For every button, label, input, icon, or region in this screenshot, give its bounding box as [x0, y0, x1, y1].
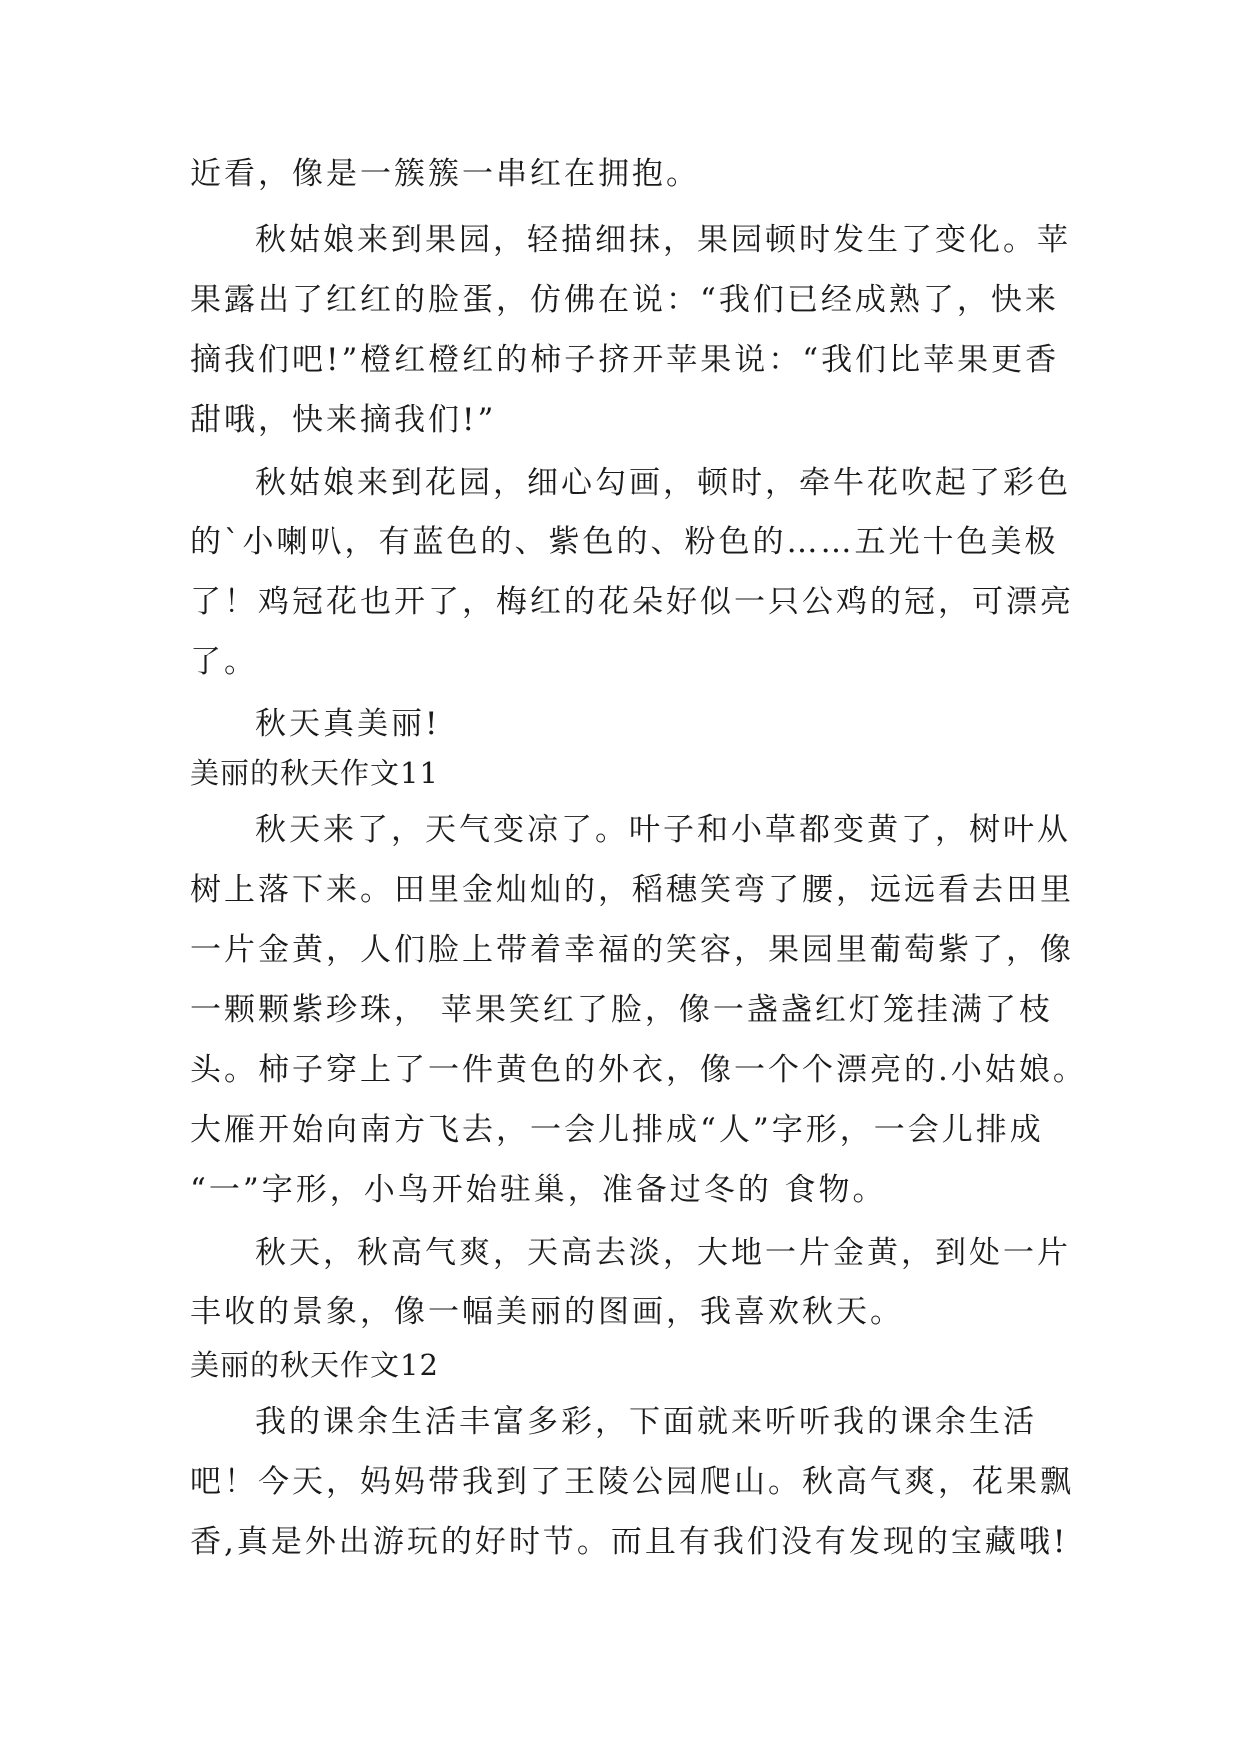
- text-line: “一”字形，小鸟开始驻巢，准备过冬的 食物。: [190, 1172, 887, 1208]
- text-line: 大雁开始向南方飞去，一会儿排成“人”字形，一会儿排成: [190, 1112, 1044, 1148]
- text-line: 摘我们吧!”橙红橙红的柿子挤开苹果说：“我们比苹果更香: [190, 342, 1060, 378]
- text-line: 的`小喇叭，有蓝色的、紫色的、粉色的……五光十色美极: [190, 524, 1059, 560]
- text-line: 一颗颗紫珍珠， 苹果笑红了脸，像一盏盏红灯笼挂满了枝: [190, 992, 1053, 1028]
- text-line: 近看，像是一簇簇一串红在拥抱。: [190, 156, 700, 192]
- text-line: 树上落下来。田里金灿灿的，稻穗笑弯了腰，远远看去田里: [190, 872, 1074, 908]
- paragraph-start-line: 秋姑娘来到果园，轻描细抹，果园顿时发生了变化。苹: [255, 222, 1071, 258]
- text-line: 了。: [190, 644, 258, 680]
- text-line: 了！鸡冠花也开了，梅红的花朵好似一只公鸡的冠，可漂亮: [190, 584, 1074, 620]
- paragraph-line: 秋天真美丽!: [255, 706, 441, 742]
- text-line: 一片金黄，人们脸上带着幸福的笑容，果园里葡萄紫了，像: [190, 932, 1074, 968]
- paragraph-start-line: 秋姑娘来到花园，细心勾画，顿时，牵牛花吹起了彩色: [255, 465, 1071, 501]
- text-line: 甜哦，快来摘我们!”: [190, 402, 497, 438]
- paragraph-start-line: 我的课余生活丰富多彩，下面就来听听我的课余生活: [255, 1404, 1037, 1440]
- text-line: 吧！今天，妈妈带我到了王陵公园爬山。秋高气爽，花果飘: [190, 1464, 1074, 1500]
- text-line: 香,真是外出游玩的好时节。而且有我们没有发现的宝藏哦!: [190, 1524, 1069, 1560]
- paragraph-start-line: 秋天，秋高气爽，天高去淡，大地一片金黄，到处一片: [255, 1235, 1071, 1271]
- text-line: 丰收的景象，像一幅美丽的图画，我喜欢秋天。: [190, 1294, 904, 1330]
- section-heading: 美丽的秋天作文11: [190, 756, 439, 790]
- section-heading: 美丽的秋天作文12: [190, 1348, 439, 1382]
- paragraph-start-line: 秋天来了，天气变凉了。叶子和小草都变黄了，树叶从: [255, 812, 1071, 848]
- text-line: 头。柿子穿上了一件黄色的外衣，像一个个漂亮的.小姑娘。: [190, 1052, 1087, 1088]
- text-line: 果露出了红红的脸蛋，仿佛在说：“我们已经成熟了，快来: [190, 282, 1059, 318]
